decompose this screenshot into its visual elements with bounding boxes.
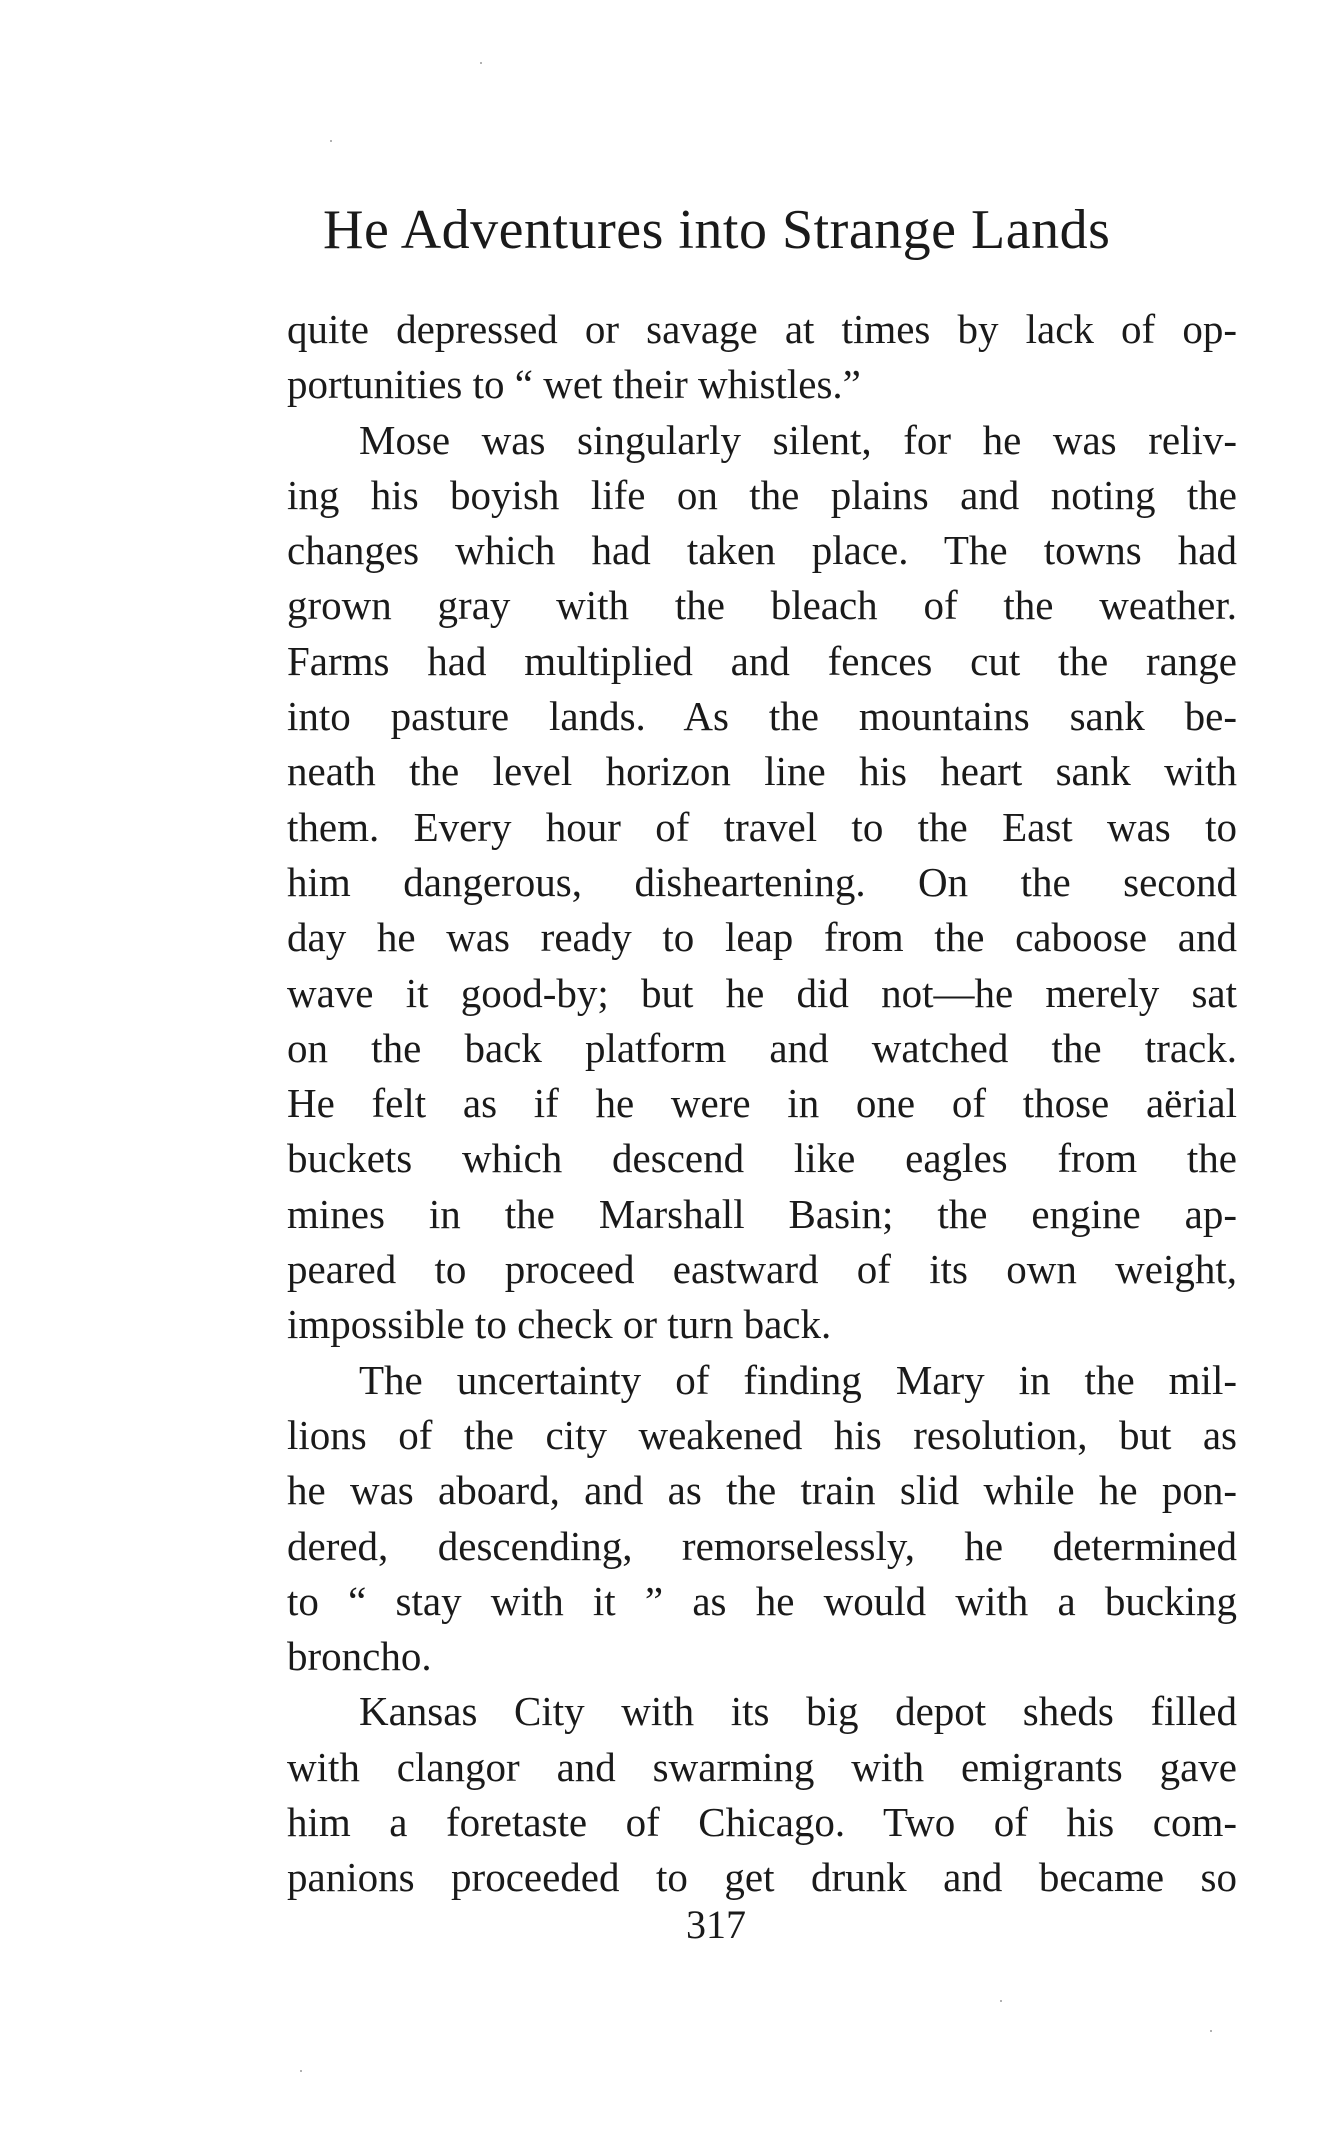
text-line: peared to proceed eastward of its own weight, [287, 1246, 1237, 1293]
text-line: ing his boyish life on the plains and noting the [287, 471, 1237, 518]
text-line: into pasture lands. As the mountains sank be- [287, 693, 1237, 740]
text-line: panions proceeded to get drunk and became so [287, 1854, 1237, 1901]
text-line: with clangor and swarming with emigrants gave [287, 1743, 1237, 1790]
text-line: Mose was singularly silent, for he was reliv- [359, 416, 1237, 463]
text-line: He felt as if he were in one of those aërial [287, 1080, 1237, 1127]
text-line: them. Every hour of travel to the East was to [287, 803, 1237, 850]
text-line: him a foretaste of Chicago. Two of his com- [287, 1799, 1237, 1846]
text-line: mines in the Marshall Basin; the engine ap- [287, 1190, 1237, 1237]
text-line: portunities to “ wet their whistles.” [287, 361, 861, 408]
page-number: 317 [686, 1902, 746, 1947]
text-line: day he was ready to leap from the caboose and [287, 914, 1237, 961]
text-line: impossible to check or turn back. [287, 1301, 832, 1348]
text-line: he was aboard, and as the train slid while he pon- [287, 1467, 1237, 1514]
text-line: to “ stay with it ” as he would with a bucking [287, 1577, 1237, 1624]
text-line: dered, descending, remorselessly, he determined [287, 1522, 1237, 1569]
scan-speck [1000, 2000, 1002, 2002]
body-text [287, 302, 1237, 1906]
scan-speck [480, 62, 482, 64]
text-line: The uncertainty of finding Mary in the mil- [359, 1356, 1237, 1403]
text-line: broncho. [287, 1633, 432, 1680]
text-line: Kansas City with its big depot sheds filled [359, 1688, 1237, 1735]
scan-speck [300, 2070, 302, 2072]
scan-speck [330, 140, 332, 142]
text-line: buckets which descend like eagles from the [287, 1135, 1237, 1182]
text-line: lions of the city weakened his resolution, but as [287, 1411, 1237, 1458]
text-line: grown gray with the bleach of the weather. [287, 582, 1237, 629]
text-line: on the back platform and watched the track. [287, 1024, 1237, 1071]
text-line: neath the level horizon line his heart sank with [287, 748, 1237, 795]
text-line: quite depressed or savage at times by lack of op- [287, 306, 1237, 352]
text-line: him dangerous, disheartening. On the second [287, 858, 1237, 905]
scan-speck [1210, 2030, 1212, 2032]
text-line: Farms had multiplied and fences cut the range [287, 637, 1237, 684]
text-line: changes which had taken place. The towns had [287, 527, 1237, 574]
running-head: He Adventures into Strange Lands [323, 199, 1111, 261]
text-line: wave it good-by; but he did not—he merely sat [287, 969, 1237, 1016]
